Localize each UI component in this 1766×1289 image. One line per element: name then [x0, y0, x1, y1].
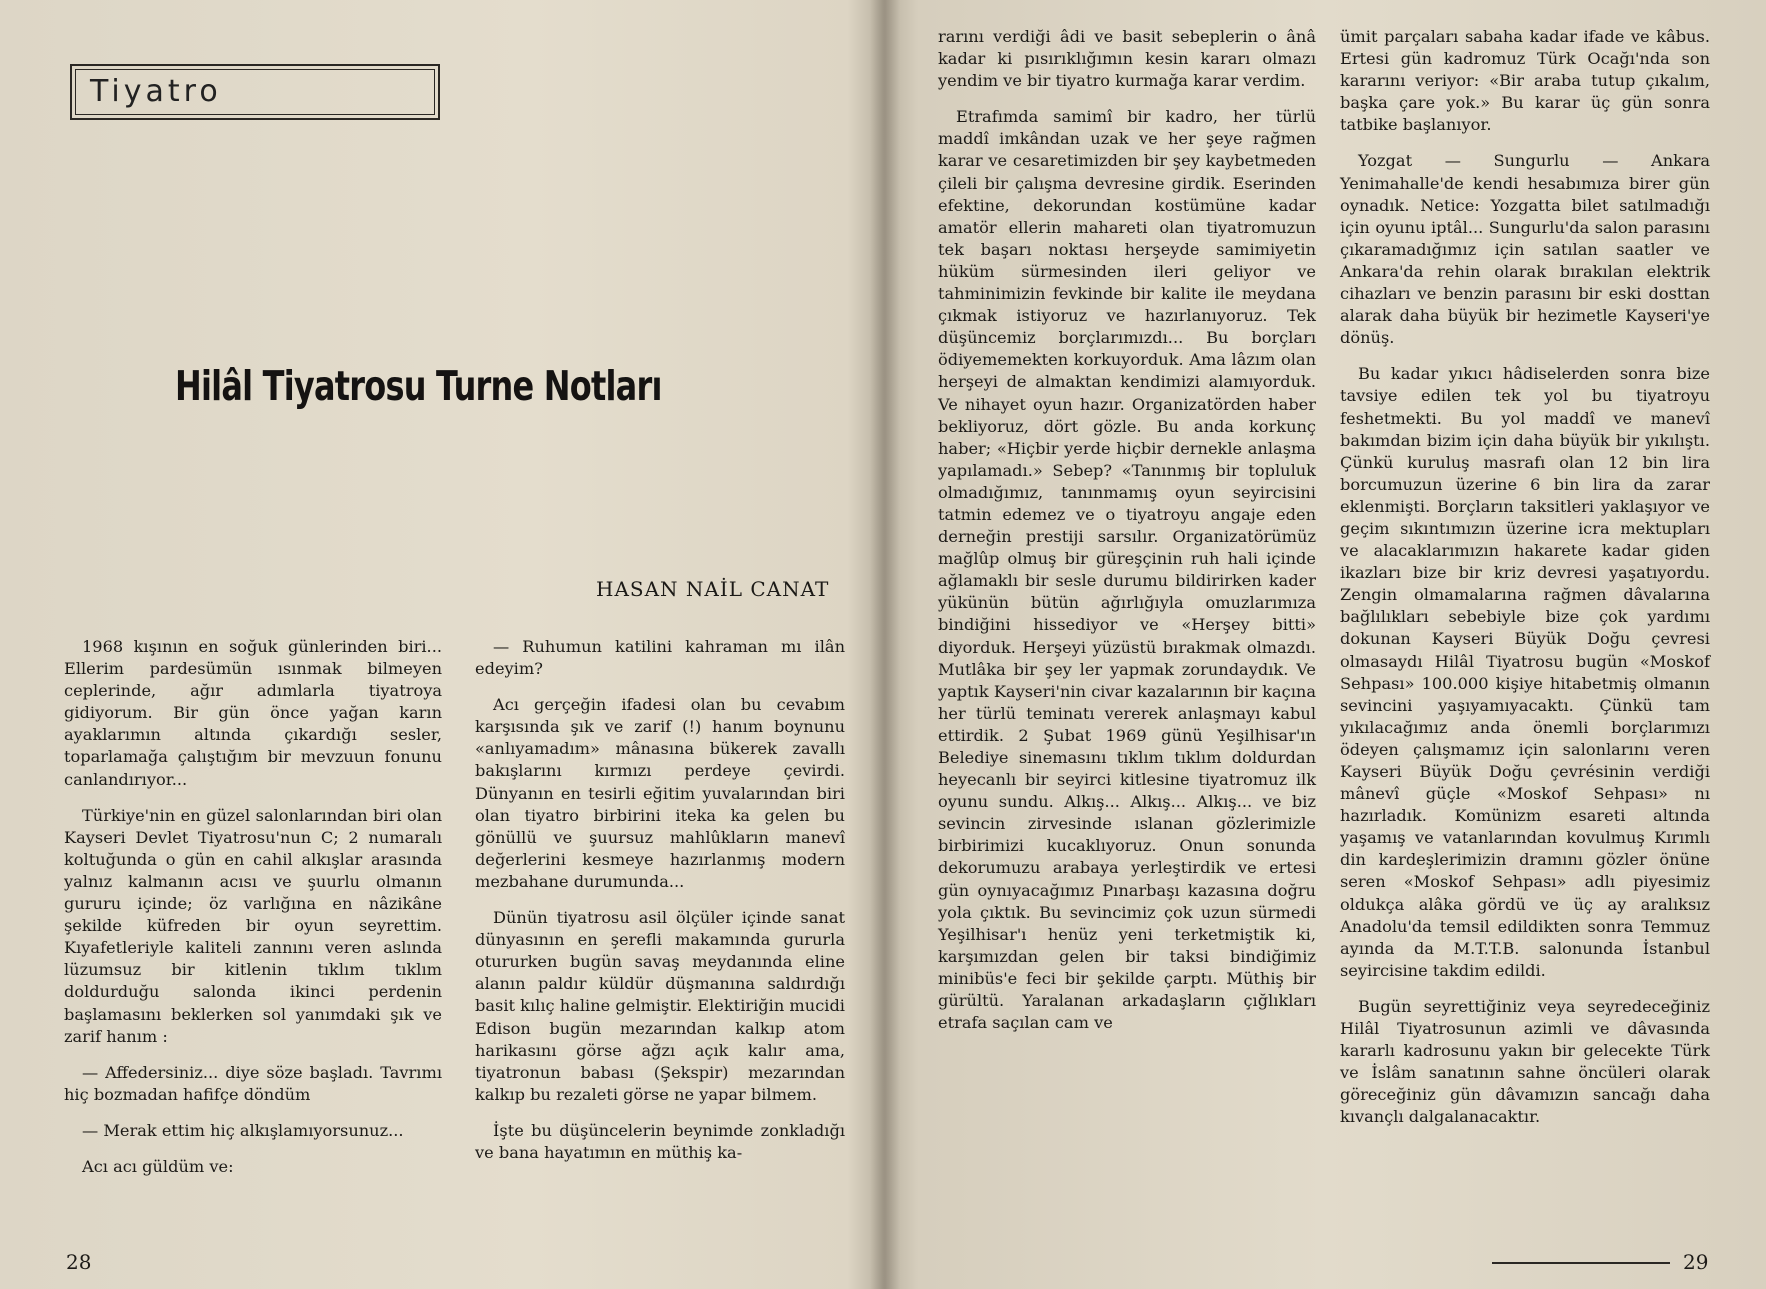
paragraph: ümit parçaları sabaha kadar ifade ve kâbus. Ertesi gün kadromuz Türk Ocağı'nda son kararını veriyor: «Bir araba tutup çıkalım, başka çare yok.» Bu karar üç gün sonra tatbike başlanıyor. — [1340, 27, 1710, 135]
paragraph: İşte bu düşüncelerin beynimde zonkladığı ve bana hayatımın en müthiş ka- — [475, 1120, 845, 1162]
paragraph: rarını verdiği âdi ve basit sebeplerin o ânâ kadar ki pısırıklığımın kesin kararı olmazı yendim ve bir tiyatro kurmağa karar verdim. — [938, 27, 1316, 91]
text-column-4 — [1340, 26, 1710, 1129]
paragraph: — Ruhumun katilini kahraman mı ilân edeyim? — [475, 637, 845, 679]
paragraph: Etrafımda samimî bir kadro, her türlü maddî imkândan uzak ve her şeye rağmen karar ve cesaretimizden bir şey kaybetmeden çileli bir çalışma devresine girdik. Eserinden efektine, dekorundan kostümüne kadar amatör ellerin mahareti olan tiyatromuzun tek başarı noktası herşeyde samimiyetin hüküm sürmesinden ileri geliyor ve tahminimizin fevkinde bir kalite ile meydana çıkmak istiyoruz ve hazırlanıyoruz. Tek düşüncemiz borçlarımızdı... Bu borçları ödiyememekten korkuyorduk. Ama lâzım olan herşeyi de almaktan kendimizi alamıyorduk. Ve nihayet oyun hazır. Organizatörden haber bekliyoruz, dört gözle. Bu anda korkunç haber; «Hiçbir yerde hiçbir dernekle anlaşma yapılamadı.» Sebep? «Tanınmış bir topluluk olmadığımız, tanınmamış oyun seyircisini tatmin edemez ve o tiyatroyu angaje eden derneğin prestiji sarsılır. Organizatörümüz mağlûp olmuş bir güreşçinin ruh hali içinde ağlamaklı bir sesle durumu bildirirken kader yükünün bütün ağırlığıyla omuzlarımıza bindiğini hissediyor ve «Herşey bitti» diyorduk. Herşeyi yüzüstü bırakmak olmazdı. Mutlâka bir şey ler yapmak zorundaydık. Ve yaptık Kayseri'nin civar kazalarının bir kaçına her türlü teminatı vererek anlaşmayı kabul ettirdik. 2 Şubat 1969 günü Yeşilhisar'ın Belediye sinemasını tıklım tıklım doldurdan heyecanlı bir seyirci kitlesine tiyatromuz ilk oyunu sundu. Alkış... Alkış... Alkış... ve biz sevincin zirvesinde ıslanan gözlerimizle birbirimizi kucaklıyoruz. Onun sonunda dekorumuzu arabaya yerleştirdik ve ertesi gün oynıyacağımız Pınarbaşı kazasına doğru yola çıktık. Bu sevincimiz çok uzun sürmedi Yeşilhisar'ı henüz yeni terketmiştik ki, karşımızdan gelen bir taksi bindiğimiz minibüs'e feci bir şekilde çarptı. Müthiş bir gürültü. Yaralanan arkadaşların çığlıkları etrafa saçılan cam ve — [938, 107, 1316, 1033]
page-number-left: 28 — [66, 1250, 92, 1274]
page-number-right: 29 — [1683, 1250, 1709, 1274]
article-title: Hilâl Tiyatrosu Turne Notları — [175, 362, 662, 410]
paragraph: Dünün tiyatrosu asil ölçüler içinde sanat dünyasının en şerefli makamında gururla otururken bugün savaş meydanında eline alanın paldır küldür düşmanına saldırdığı basit kılıç haline gelmiştir. Elektiriğin mucidi Edison bugün mezarından kalkıp atom harikasını görse ağzı açık kalır ama, tiyatronun babası (Şekspir) mezarından kalkıp bu rezaleti görse ne yapar bilmem. — [475, 908, 845, 1104]
paragraph: Bugün seyrettiğiniz veya seyredeceğiniz Hilâl Tiyatrosunun azimli ve dâvasında kararlı kadrosunu yakın bir gelecekte Türk ve İslâm sanatının sahne öncüleri olarak göreceğiniz gün dâvamızın sancağı daha kıvançlı dalgalanacaktır. — [1340, 996, 1710, 1127]
paragraph: Acı acı güldüm ve: — [82, 1156, 234, 1176]
section-label: Tiyatro — [90, 74, 222, 109]
text-column-1 — [64, 636, 442, 1178]
footer-rule — [1492, 1262, 1670, 1264]
article-author: HASAN NAİL CANAT — [596, 577, 830, 601]
paragraph: — Affedersiniz... diye söze başladı. Tavrımı hiç bozmadan hafifçe döndüm — [64, 1062, 442, 1104]
page-gutter — [870, 0, 900, 1289]
paragraph: Bu kadar yıkıcı hâdiselerden sonra bize tavsiye edilen tek yol bu tiyatroyu feshetmekti. Bu yol maddî ve manevî bakımdan bizim için daha büyük bir yıkılıştı. Çünkü kuruluş masrafı olan 12 bin lira borcumuzun üzerine 6 bin lira da zarar eklenmişti. Borçların taksitleri yaklaşıyor ve geçim sıkıntımızın üzerine icra mektupları ve alacaklarımızın hakarete kadar giden ikazları bize bir kriz devresi yaşatıyordu. Zengin olmamalarına rağmen dâvalarına bağlılıkları sebebiyle bize çok yardımı dokunan Kayseri Büyük Doğu çevresi olmasaydı Hilâl Tiyatrosu bugün «Moskof Sehpası» 100.000 kişiye hitabetmiş olmanın sevincini yaşıyamıyacaktı. Çünkü tam yıkılacağımız anda önemli borçlarımızı ödeyen çalışmamız için salonlarını veren Kayseri Büyük Doğu çevrésinin verdiği mânevî güçle «Moskof Sehpası» nı hazırladık. Komünizm esareti altında yaşamış ve vatanlarından kovulmuş Kırımlı din kardeşlerimizin dramını gözler önüne seren «Moskof Sehpası» adlı piyesimiz oldukça alâka gördü ve üç ay aralıksız Anadolu'da temsil edildikten sonra Temmuz ayında da M.T.T.B. salonunda İstanbul seyircisine takdim edildi. — [1340, 364, 1710, 980]
paragraph: Acı gerçeğin ifadesi olan bu cevabım karşısında şık ve zarif (!) hanım boynunu «anlıyamadım» mânasına bükerek zavallı bakışlarını kırmızı perdeye çevirdi. Dünyanın en tesirli eğitim yuvalarından biri olan tiyatro birbirini iteka ka gelen bu gönüllü ve şuursuz mahlûkların manevî değerlerini kesmeye hazırlanmış modern mezbahane durumunda... — [475, 695, 845, 891]
section-header-box — [70, 64, 440, 120]
paragraph: 1968 kışının en soğuk günlerinden biri... Ellerim pardesümün ısınmak bilmeyen ceplerinde, ağır adımlarla tiyatroya gidiyorum. Bir gün önce yağan karın ayaklarımın altında çıkardığı sesler, toparlamağa çalıştığım bir mevzuun fonunu canlandırıyor... — [64, 637, 442, 789]
paragraph: — Merak ettim hiç alkışlamıyorsunuz... — [82, 1120, 404, 1140]
paragraph: Yozgat — Sungurlu — Ankara Yenimahalle'de kendi hesabımıza birer gün oynadık. Netice: Yozgatta bilet satılmadığı için oyunu iptâl... Sungurlu'da salon parasını çıkaramadığımız için satılan saatler ve Ankara'da rehin olarak bırakılan elektrik cihazları ve benzin parasını bir eski dosttan alarak daha büyük bir hezimetle Kayseri'ye dönüş. — [1340, 151, 1710, 348]
text-column-2 — [475, 636, 845, 1164]
paragraph: Türkiye'nin en güzel salonlarından biri olan Kayseri Devlet Tiyatrosu'nun C; 2 numaralı koltuğunda o gün en cahil alkışlar arasında yalnız kalmanın acısı ve şuurlu olmanın gururu içinde; öz varlığına en nâzikâne şekilde küfreden bir oyun seyrettim. Kıyafetleriyle kaliteli zannını veren aslında lüzumsuz bir kitlenin tıklım tıklım doldurduğu salonda ikinci perdenin başlamasını beklerken sol yanımdaki şık ve zarif hanım : — [64, 805, 442, 1046]
text-column-3 — [938, 26, 1316, 1034]
